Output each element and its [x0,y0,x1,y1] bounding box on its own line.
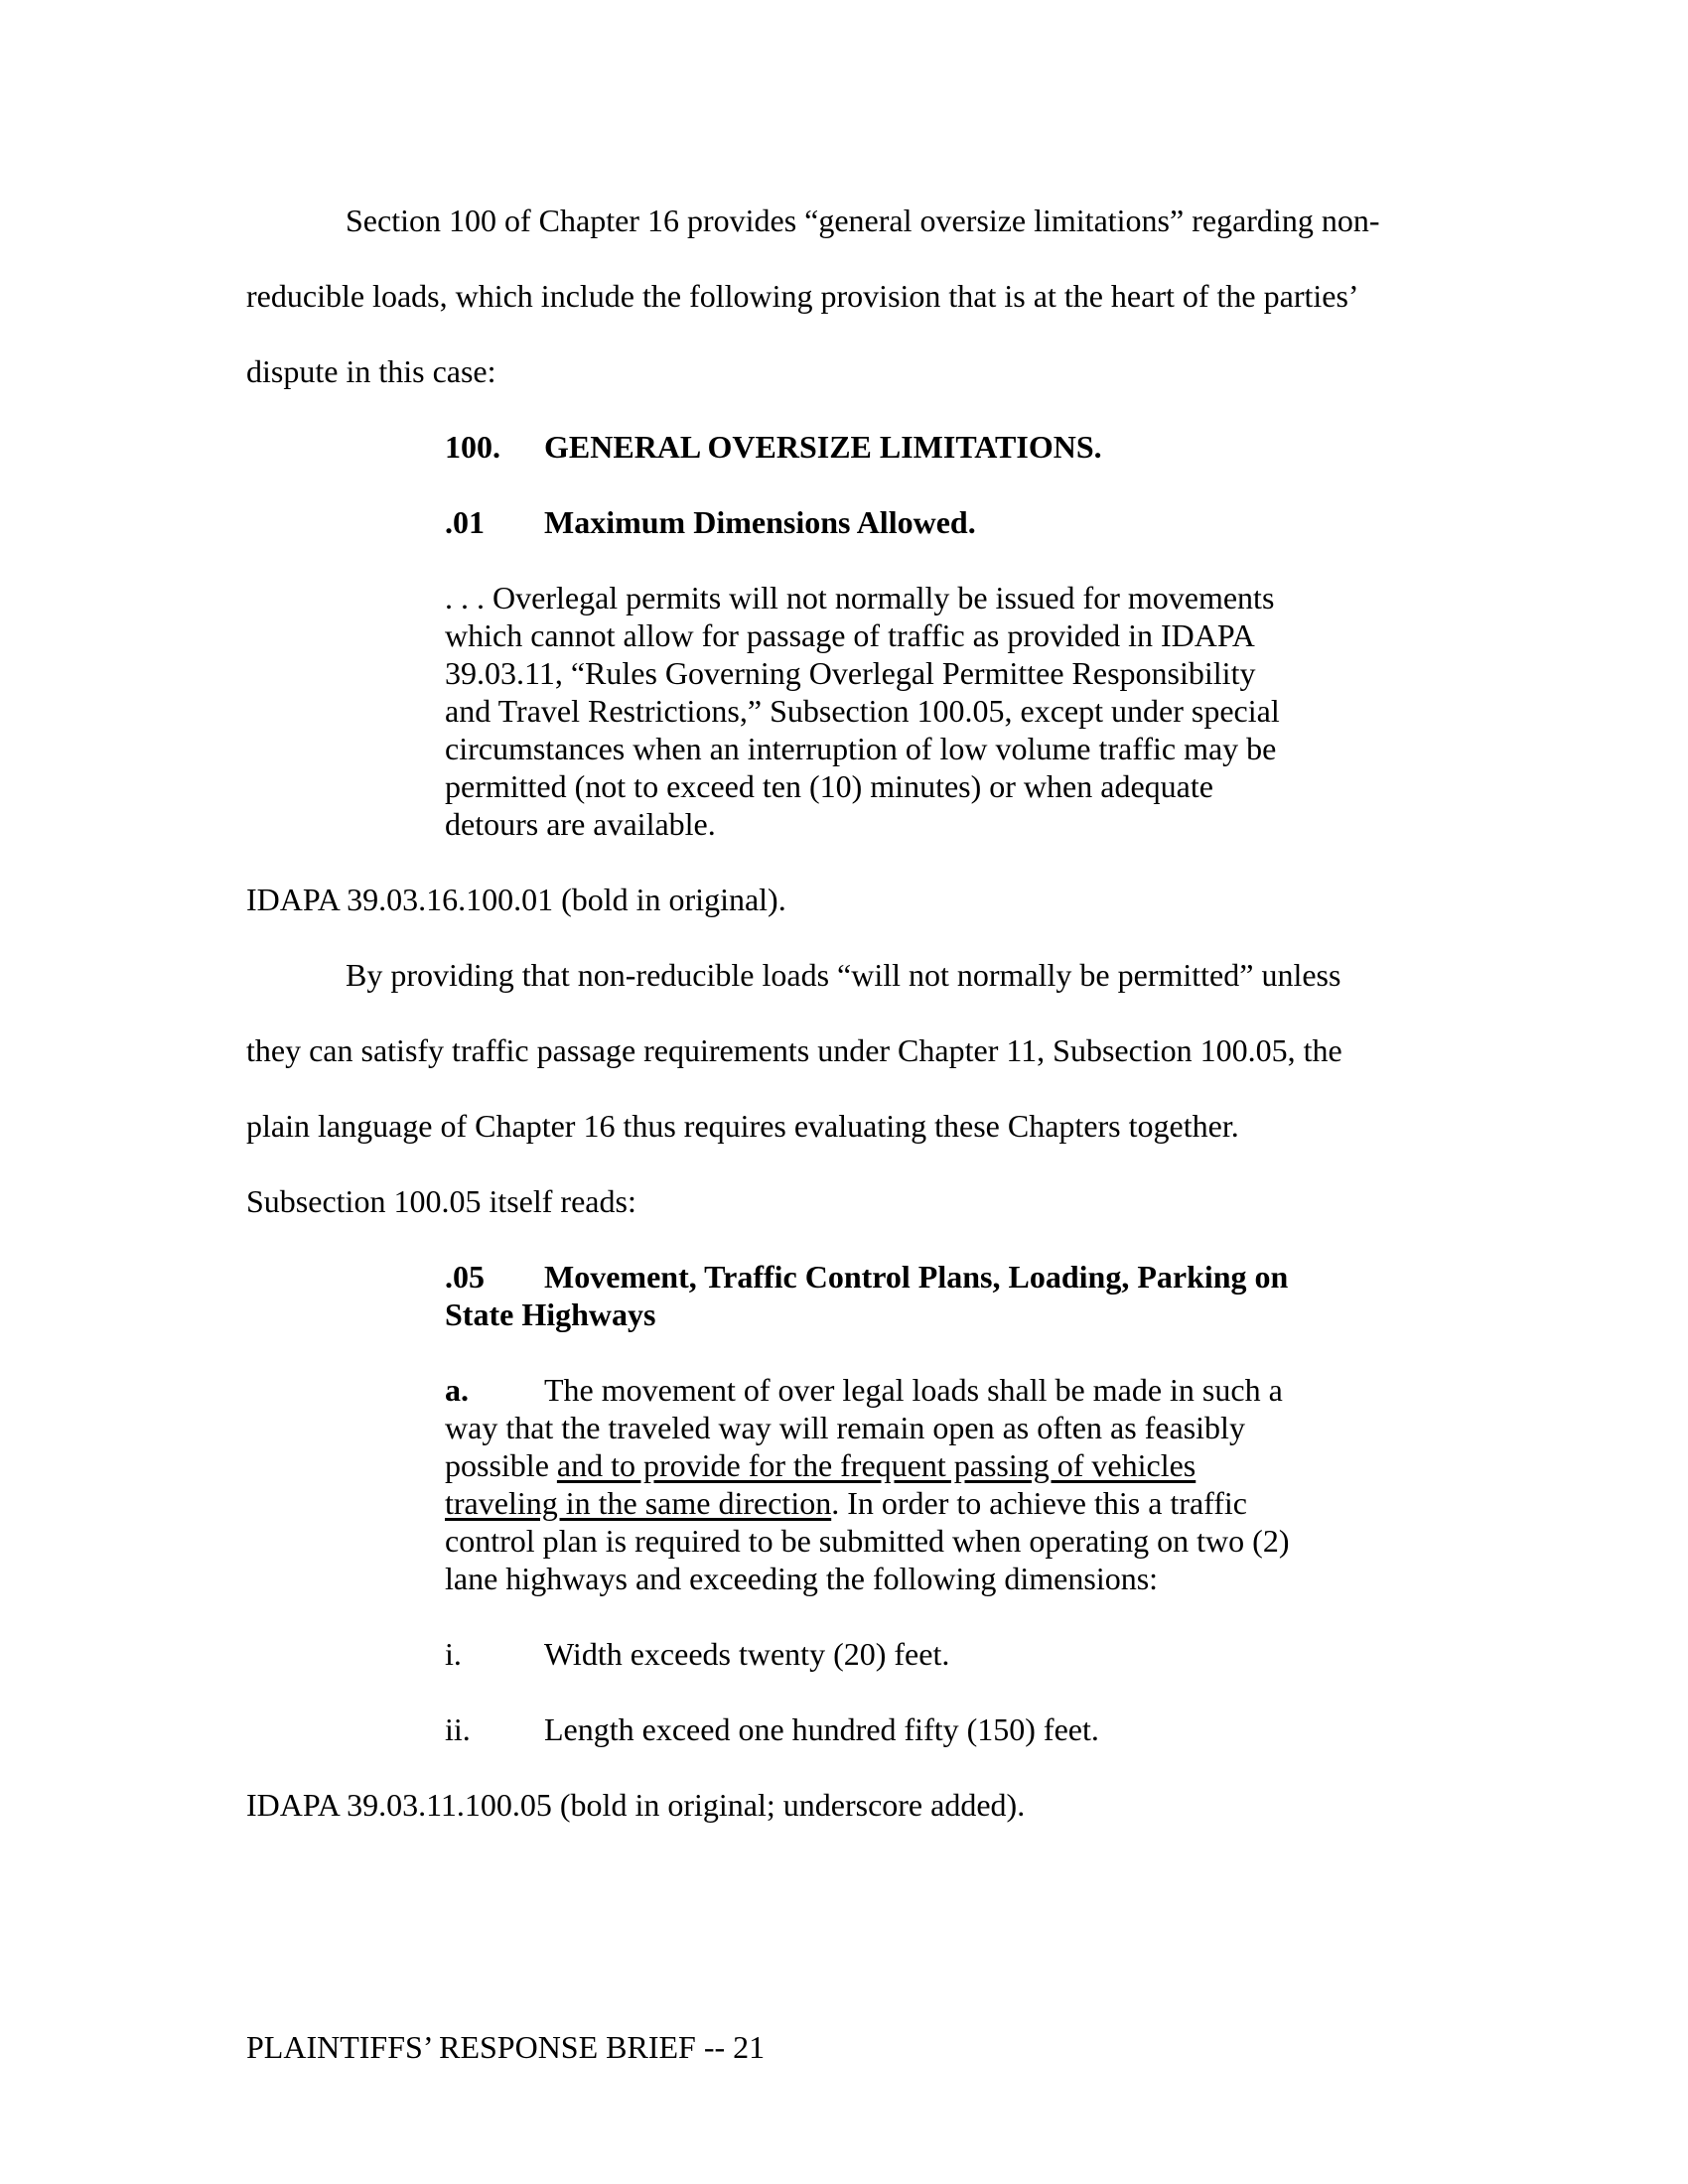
quote-line: detours are available. [445,806,716,842]
item-a-line: way that the traveled way will remain open as often as feasibly [445,1410,1245,1445]
subsection-number: .01 [445,504,485,540]
item-text: . In order to achieve this a traffic [831,1485,1247,1521]
item-a-line [445,1447,1196,1484]
intro-line: Section 100 of Chapter 16 provides “general oversize limitations” regarding non- [346,203,1380,238]
section-heading [445,429,1102,466]
subsection-heading [445,504,976,541]
citation-2: IDAPA 39.03.11.100.05 (bold in original; underscore added). [246,1787,1026,1823]
body-line: Subsection 100.05 itself reads: [246,1183,636,1219]
item-a-line [445,1485,1247,1522]
subsection-heading [445,1259,1288,1296]
underlined-text: and to provide for the frequent passing of vehicles [556,1447,1196,1483]
quote-line: 39.03.11, “Rules Governing Overlegal Permittee Responsibility [445,655,1256,691]
page-footer: PLAINTIFFS’ RESPONSE BRIEF -- 21 [246,2029,766,2065]
item-label: ii. [445,1711,471,1747]
subsection-title-continued: State Highways [445,1297,656,1332]
quote-line: and Travel Restrictions,” Subsection 100.05, except under special [445,693,1280,729]
subsection-title: Maximum Dimensions Allowed. [544,504,976,540]
underlined-text: traveling in the same direction [445,1485,832,1521]
quote-line: permitted (not to exceed ten (10) minutes) or when adequate [445,768,1213,804]
item-text: The movement of over legal loads shall be made in such a [544,1372,1283,1408]
item-label: a. [445,1372,469,1408]
item-a-line [445,1372,1283,1409]
body-line: they can satisfy traffic passage requirements under Chapter 11, Subsection 100.05, the [246,1032,1342,1068]
quote-line: . . . Overlegal permits will not normally be issued for movements [445,580,1275,615]
intro-line: dispute in this case: [246,353,496,389]
item-i-line [445,1636,949,1673]
citation-1: IDAPA 39.03.16.100.01 (bold in original). [246,882,786,917]
section-number: 100. [445,429,500,465]
item-text: Width exceeds twenty (20) feet. [544,1636,950,1672]
quote-line: circumstances when an interruption of low volume traffic may be [445,731,1277,766]
section-title: GENERAL OVERSIZE LIMITATIONS. [544,429,1102,465]
item-a-line: control plan is required to be submitted when operating on two (2) [445,1523,1290,1559]
item-text: possible [445,1447,557,1483]
intro-line: reducible loads, which include the following provision that is at the heart of the parties’ [246,278,1359,314]
item-ii-line [445,1711,1099,1748]
body-line: By providing that non-reducible loads “will not normally be permitted” unless [346,957,1341,993]
item-label: i. [445,1636,462,1672]
body-line: plain language of Chapter 16 thus requires evaluating these Chapters together. [246,1108,1239,1144]
subsection-number: .05 [445,1259,485,1295]
quote-line: which cannot allow for passage of traffic as provided in IDAPA [445,617,1255,653]
item-text: Length exceed one hundred fifty (150) feet. [544,1711,1099,1747]
subsection-title: Movement, Traffic Control Plans, Loading, Parking on [544,1259,1289,1295]
item-a-line: lane highways and exceeding the following dimensions: [445,1561,1159,1596]
